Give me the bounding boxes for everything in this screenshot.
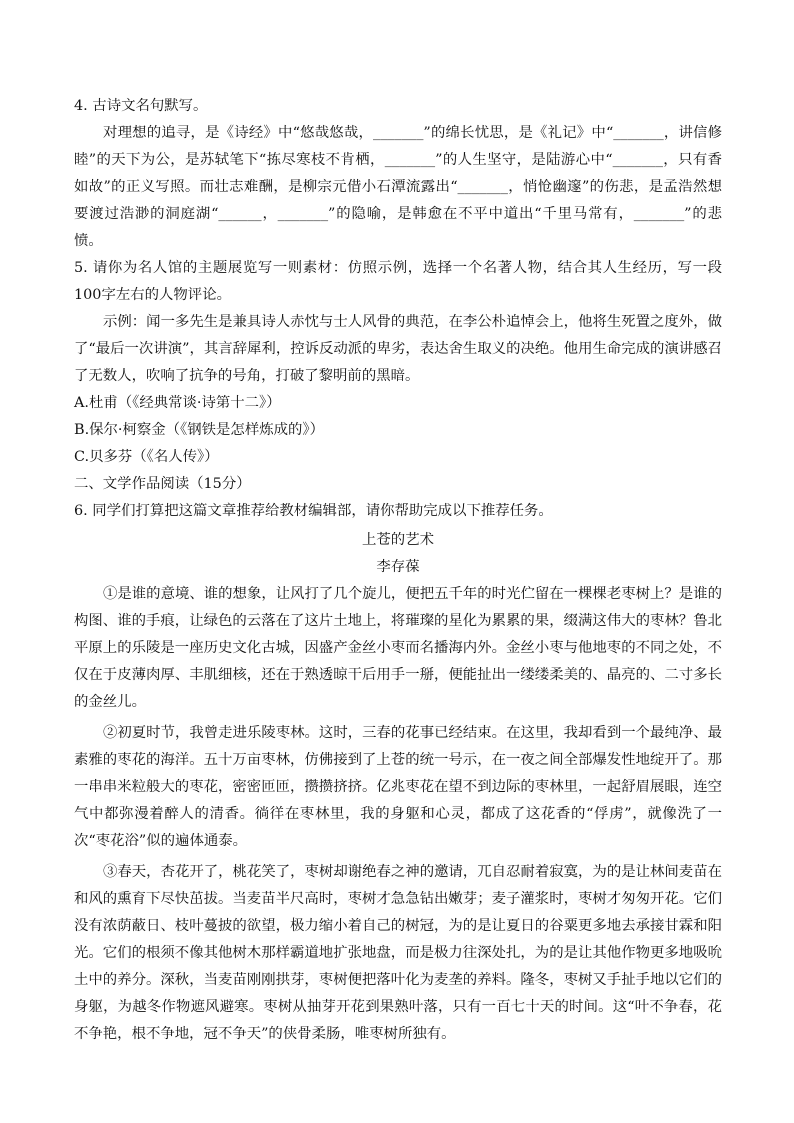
q5-example: 示例：闻一多先生是兼具诗人赤忱与士人风骨的典范，在李公朴追悼会上，他将生死置之度外，做了“最后一次讲演”，其言辞犀利，控诉反动派的卑劣，表达舍生取义的决绝。他用生命完成的演讲感召了无数人，吹响了抗争的号角，打破了黎明前的黑暗。 — [74, 314, 722, 384]
q5-option-b: B.保尔·柯察金（《钢铁是怎样炼成的》） — [74, 422, 324, 438]
q4-body: 对理想的追寻，是《诗经》中“悠哉悠哉，_______”的绵长忧思，是《礼记》中“_______，讲信修睦”的天下为公，是苏轼笔下“拣尽寒枝不肯栖，_______”的人生坚守，是陆游心中“_______，只有香如故”的正义写照。而壮志难酬，是柳宗元借小石潭流露出“_______，悄怆幽邃”的伤悲，是孟浩然想要渡过浩渺的洞庭湖“______，_______”的隐喻，是韩愈在不平中道出“千里马常有，_______”的悲愤。 — [74, 125, 722, 249]
q6-title: 6. 同学们打算把这篇文章推荐给教材编辑部，请你帮助完成以下推荐任务。 — [74, 503, 553, 519]
q5-option-a: A.杜甫（《经典常谈·诗第十二》） — [74, 395, 281, 411]
section-heading: 二、文学作品阅读（15分） — [74, 476, 251, 492]
article-paragraph-2: ②初夏时节，我曾走进乐陵枣林。这时，三春的花事已经结束。在这里，我却看到一个最纯净、最素雅的枣花的海洋。五十万亩枣林，仿佛接到了上苍的统一号示，在一夜之间全部爆发性地绽开了。那一串串米粒般大的枣花，密密匝匝，攒攒挤挤。亿兆枣花在望不到边际的枣林里，一起舒眉展眼，连空气中都弥漫着醉人的清香。徜徉在枣林里，我的身躯和心灵，都成了这花香的“俘虏”，就像洗了一次“枣花浴”似的遍体通泰。 — [74, 725, 722, 849]
article-paragraph-3: ③春天，杏花开了，桃花笑了，枣树却谢绝春之神的邀请，兀自忍耐着寂寞，为的是让林间麦苗在和风的熏育下尽快茁拔。当麦苗半尺高时，枣树才急急钻出嫩芽；麦子灌浆时，枣树才匆匆开花。它们没有浓荫蔽日、枝叶蔓披的欲望，极力缩小着自己的树冠，为的是让夏日的谷粟更多地去承接甘霖和阳光。它们的根须不像其他树木那样霸道地扩张地盘，而是极力往深处扎，为的是让其他作物更多地吸吮土中的养分。深秋，当麦苗刚刚拱芽，枣树便把落叶化为麦垄的养料。隆冬，枣树又手扯手地以它们的身躯，为越冬作物遮风避寒。枣树从抽芽开花到果熟叶落，只有一百七十天的时间。这“叶不争春，花不争艳，根不争地，冠不争天”的侠骨柔肠，唯枣树所独有。 — [74, 864, 722, 1042]
q4-title: 4. 古诗文名句默写。 — [74, 98, 208, 114]
article-title: 上苍的艺术 — [362, 532, 434, 548]
q5-title: 5. 请你为名人馆的主题展览写一则素材：仿照示例，选择一个名著人物，结合其人生经历，写一段100字左右的人物评论。 — [74, 260, 722, 303]
document-page — [74, 93, 722, 1048]
article-author: 李存葆 — [376, 559, 420, 575]
article-paragraph-1: ①是谁的意境、谁的想象，让风打了几个旋儿，便把五千年的时光伫留在一棵棵老枣树上？是谁的构图、谁的手痕，让绿色的云落在了这片土地上，将璀璨的星化为累累的果，缀满这伟大的枣林？鲁北平原上的乐陵是一座历史文化古城，因盛产金丝小枣而名播海内外。金丝小枣与他地枣的不同之处，不仅在于皮薄肉厚、丰肌细核，还在于熟透晾干后用手一掰，便能扯出一缕缕柔美的、晶亮的、二寸多长的金丝儿。 — [74, 586, 722, 710]
q5-option-c: C.贝多芬（《名人传》） — [74, 449, 219, 465]
